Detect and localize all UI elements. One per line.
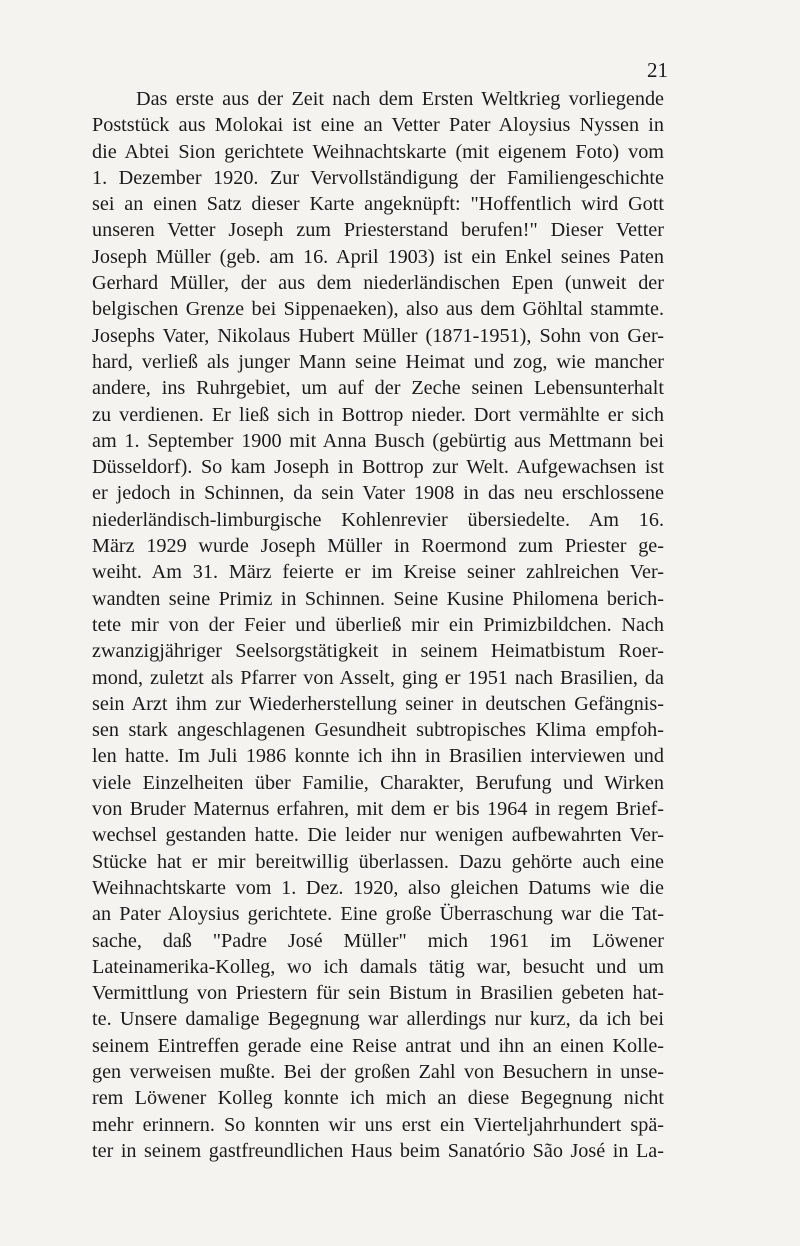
text-line: sache, daß "Padre José Müller" mich 1961 im Löwener [92,929,664,952]
text-line: ter in seinem gastfreundlichen Haus beim Sanatório São José in La- [92,1139,664,1162]
text-line: die Abtei Sion gerichtete Weihnachtskarte (mit eigenem Foto) vom [92,140,664,163]
text-line: wechsel gestanden hatte. Die leider nur wenigen aufbewahrten Ver- [92,824,664,847]
text-line: wandten seine Primiz in Schinnen. Seine Kusine Philomena berich- [92,587,664,610]
text-line: Joseph Müller (geb. am 16. April 1903) ist ein Enkel seines Paten [92,245,664,268]
text-line: mond, zuletzt als Pfarrer von Asselt, ging er 1951 nach Brasilien, da [92,666,664,689]
text-line: weiht. Am 31. März feierte er im Kreise seiner zahlreichen Ver- [92,561,664,584]
text-line: Gerhard Müller, der aus dem niederländischen Epen (unweit der [92,272,664,295]
text-line: sei an einen Satz dieser Karte angeknüpft: "Hoffentlich wird Gott [92,193,664,216]
text-line: Vermittlung von Priestern für sein Bistum in Brasilien gebeten hat- [92,982,664,1005]
text-line: sen stark angeschlagenen Gesundheit subtropisches Klima empfoh- [92,719,664,742]
text-line: März 1929 wurde Joseph Müller in Roermond zum Priester ge- [92,535,664,558]
text-line: sein Arzt ihm zur Wiederherstellung seiner in deutschen Gefängnis- [92,692,664,715]
text-line: zwanzigjähriger Seelsorgstätigkeit in seinem Heimatbistum Roer- [92,640,664,663]
text-line: andere, ins Ruhrgebiet, um auf der Zeche seinen Lebensunterhalt [92,377,664,400]
text-line: Weihnachtskarte vom 1. Dez. 1920, also gleichen Datums wie die [92,876,664,899]
text-line: tete mir von der Feier und überließ mir ein Primizbildchen. Nach [92,613,664,636]
text-line: gen verweisen mußte. Bei der großen Zahl von Besuchern in unse- [92,1060,664,1083]
text-line: Josephs Vater, Nikolaus Hubert Müller (1871-1951), Sohn von Ger- [92,324,664,347]
text-line: mehr erinnern. So konnten wir uns erst ein Vierteljahrhundert spä- [92,1113,664,1136]
text-line: Düsseldorf). So kam Joseph in Bottrop zur Welt. Aufgewachsen ist [92,456,664,479]
text-line: an Pater Aloysius gerichtete. Eine große Überraschung war die Tat- [92,903,664,926]
text-line: von Bruder Maternus erfahren, mit dem er bis 1964 in regem Brief- [92,798,664,821]
text-line: Das erste aus der Zeit nach dem Ersten Weltkrieg vorliegende [136,88,664,110]
text-line: seinem Eintreffen gerade eine Reise antrat und ihn an einen Kolle- [92,1034,664,1057]
text-line: viele Einzelheiten über Familie, Charakter, Berufung und Wirken [92,771,664,794]
text-line: unseren Vetter Joseph zum Priesterstand berufen!" Dieser Vetter [92,219,664,242]
text-line: Stücke hat er mir bereitwillig überlassen. Dazu gehörte auch eine [92,850,664,873]
text-line: Lateinamerika-Kolleg, wo ich damals tätig war, besucht und um [92,955,664,978]
text-line: am 1. September 1900 mit Anna Busch (gebürtig aus Mettmann bei [92,429,664,452]
text-line: 1. Dezember 1920. Zur Vervollständigung der Familiengeschichte [92,166,664,189]
text-line: te. Unsere damalige Begegnung war allerdings nur kurz, da ich bei [92,1008,664,1031]
text-line: hard, verließ als junger Mann seine Heimat und zog, wie mancher [92,350,664,373]
text-line: len hatte. Im Juli 1986 konnte ich ihn in Brasilien interviewen und [92,745,664,768]
page-number: 21 [647,58,668,82]
body-paragraph [92,86,664,1164]
text-line: zu verdienen. Er ließ sich in Bottrop nieder. Dort vermählte er sich [92,403,664,426]
text-line: rem Löwener Kolleg konnte ich mich an diese Begegnung nicht [92,1087,664,1110]
text-line: Poststück aus Molokai ist eine an Vetter Pater Aloysius Nyssen in [92,114,664,137]
text-line: belgischen Grenze bei Sippenaeken), also aus dem Göhltal stammte. [92,298,664,321]
text-line: er jedoch in Schinnen, da sein Vater 1908 in das neu erschlossene [92,482,664,505]
text-line: niederländisch-limburgische Kohlenrevier übersiedelte. Am 16. [92,508,664,531]
